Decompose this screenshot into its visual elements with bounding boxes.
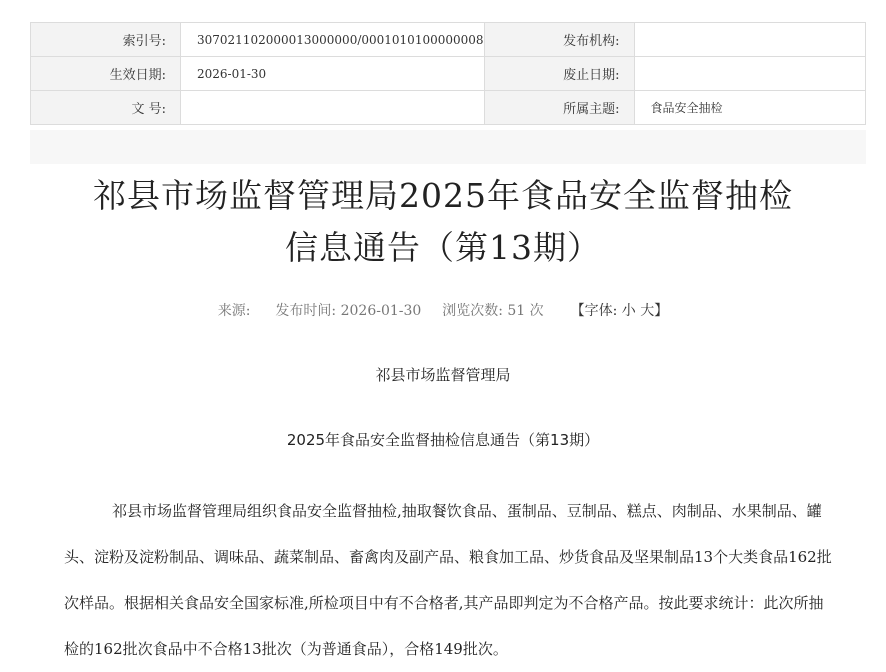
metadata-row bbox=[31, 23, 866, 57]
publish-time-value: 2026-01-30 bbox=[340, 303, 422, 319]
metadata-footer-bar bbox=[30, 130, 866, 164]
index-value: 307021102000013000000/0001010100000008 bbox=[181, 23, 485, 57]
font-small-button[interactable]: 小 bbox=[621, 303, 636, 319]
topic-label: 所属主题: bbox=[484, 91, 634, 125]
expire-date-label: 废止日期: bbox=[484, 57, 634, 91]
agency-name: 祁县市场监督管理局 bbox=[375, 366, 511, 384]
views-unit: 次 bbox=[529, 303, 544, 319]
font-large-button[interactable]: 大 bbox=[640, 303, 655, 319]
source-label: 来源: bbox=[217, 303, 251, 319]
effective-date-value: 2026-01-30 bbox=[181, 57, 485, 91]
expire-date-value bbox=[634, 57, 865, 91]
views-count: 51 bbox=[507, 303, 526, 319]
metadata-row bbox=[31, 57, 866, 91]
metadata-table bbox=[30, 22, 866, 125]
publisher-value bbox=[634, 23, 865, 57]
publisher-label: 发布机构: bbox=[484, 23, 634, 57]
font-size-control bbox=[571, 303, 669, 319]
article-body-paragraph: 祁县市场监督管理局组织食品安全监督抽检,抽取餐饮食品、蛋制品、豆制品、糕点、肉制品、水果制品、罐头、淀粉及淀粉制品、调味品、蔬菜制品、畜禽肉及副产品、粮食加工品、炒货食品及坚果制品13个大类食品162批次样品。根据相关食品安全国家标准,所检项目中有不合格者,其产品即判定为不合格产品。按此要求统计：此次所抽检的162批次食品中不合格13批次（为普通食品），合格149批次。 bbox=[64, 502, 832, 658]
topic-value: 食品安全抽检 bbox=[634, 91, 865, 125]
document-number-value bbox=[181, 91, 485, 125]
effective-date-label: 生效日期: bbox=[31, 57, 181, 91]
article-subtitle: 2025年食品安全监督抽检信息通告（第13期） bbox=[286, 431, 600, 449]
article-title bbox=[0, 170, 886, 274]
metadata-row bbox=[31, 91, 866, 125]
article-info-bar bbox=[0, 300, 886, 320]
title-line-2: 信息通告（第13期） bbox=[285, 228, 601, 267]
document-number-label: 文 号: bbox=[31, 91, 181, 125]
font-size-bracket: 】 bbox=[654, 303, 669, 319]
font-size-label: 【字体: bbox=[570, 303, 618, 319]
publish-time-label: 发布时间: bbox=[275, 303, 337, 319]
index-label: 索引号: bbox=[31, 23, 181, 57]
title-line-1: 祁县市场监督管理局2025年食品安全监督抽检 bbox=[93, 176, 793, 215]
views-label: 浏览次数: bbox=[442, 303, 503, 319]
